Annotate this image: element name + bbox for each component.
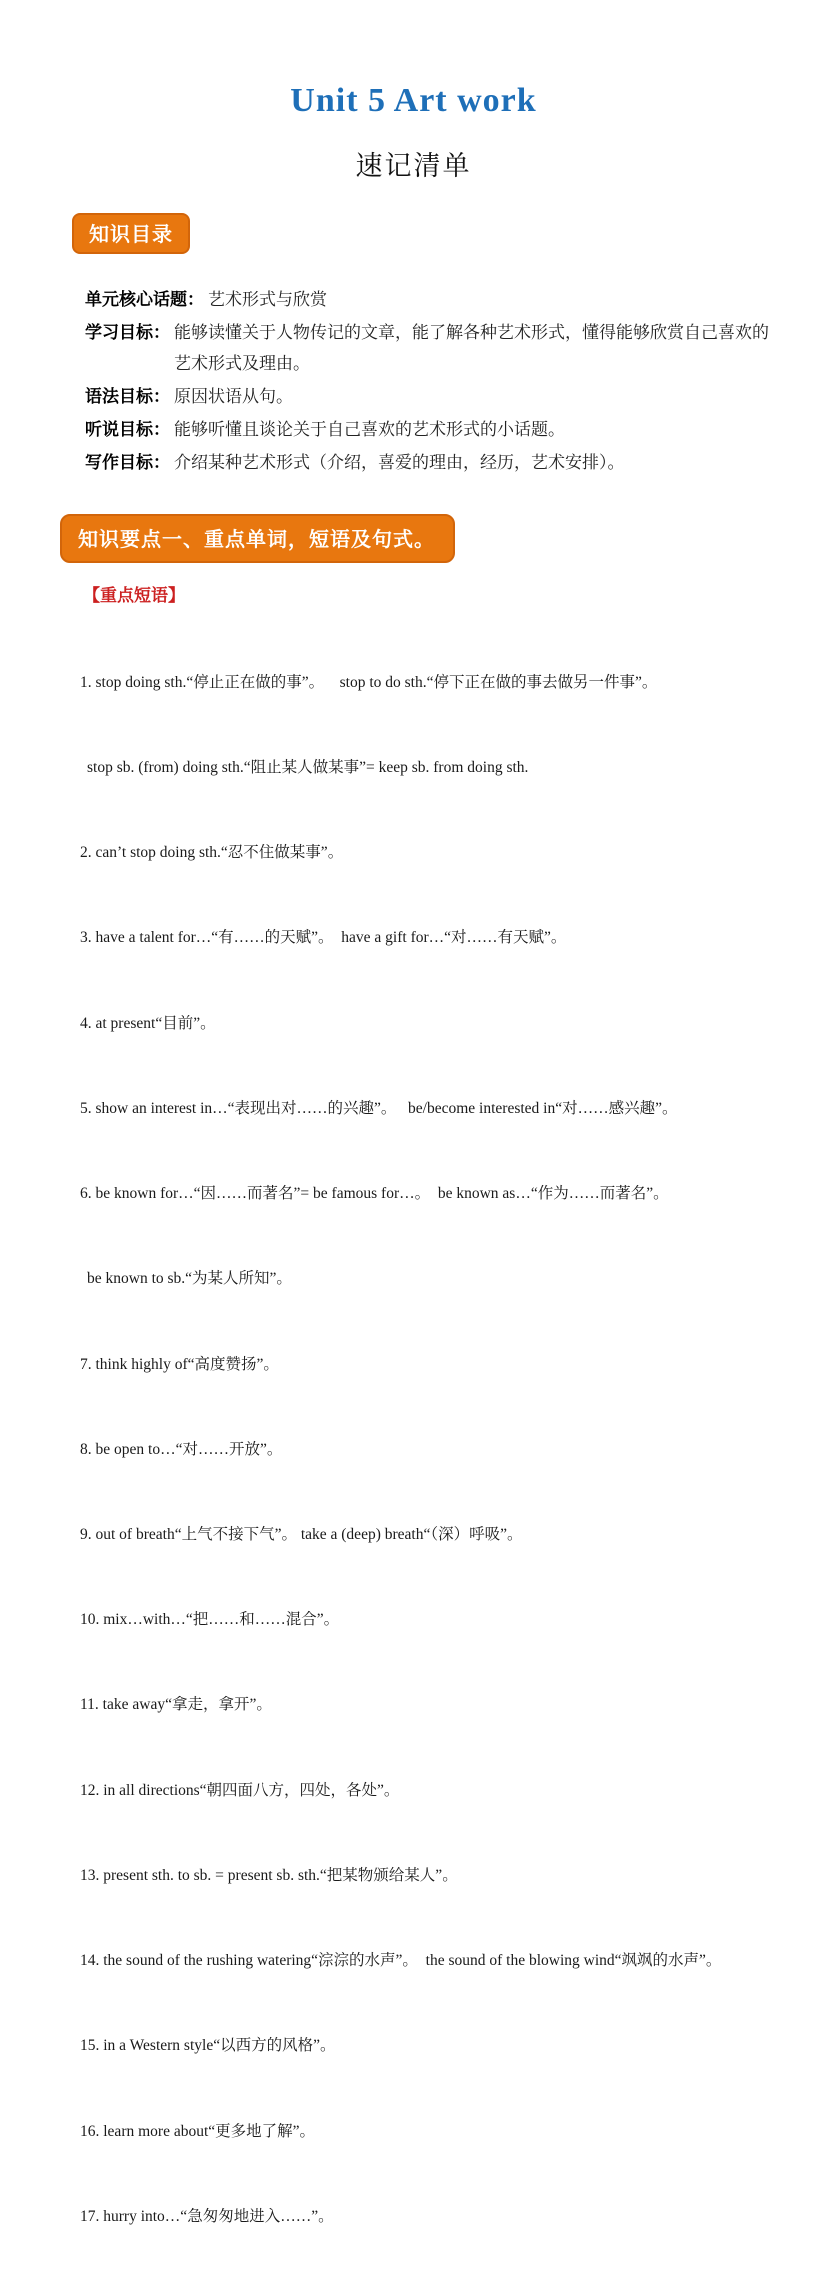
- goal-text: 原因状语从句。: [174, 387, 293, 406]
- page-subtitle: 速记清单: [355, 151, 472, 181]
- goal-row-learning: [85, 317, 769, 379]
- phrase-line: 2. can’t stop doing sth.“忍不住做某事”。: [80, 844, 344, 862]
- phrase-line: 14. the sound of the rushing watering“淙淙的水声”。 the sound of the blowing wind“飒飒的水声”。: [80, 1952, 722, 1970]
- phrase-line: stop sb. (from) doing sth.“阻止某人做某事”= keep sb. from doing sth.: [87, 759, 529, 777]
- phrase-line: 17. hurry into…“急匆匆地进入……”。: [80, 2207, 334, 2225]
- goal-row-core-topic: [85, 284, 769, 315]
- goal-text: 能够听懂且谈论关于自己喜欢的艺术形式的小话题。: [174, 420, 565, 439]
- goal-text: 能够读懂关于人物传记的文章，能了解各种艺术形式，懂得能够欣赏自己喜欢的艺术形式及理由。: [174, 323, 769, 373]
- phrase-line: 12. in all directions“朝四面八方，四处，各处”。: [80, 1781, 400, 1799]
- goal-label: 写作目标：: [85, 453, 170, 472]
- goal-label: 学习目标：: [85, 323, 170, 342]
- key-phrases-list: [80, 612, 791, 2288]
- phrase-line: 10. mix…with…“把……和……混合”。: [80, 1611, 340, 1629]
- goal-label: 语法目标：: [85, 387, 170, 406]
- phrase-line: 6. be known for…“因……而著名”= be famous for…。 be known as…“作为……而著名”。: [80, 1185, 669, 1203]
- goal-text: 介绍某种艺术形式（介绍，喜爱的理由，经历，艺术安排）。: [174, 453, 625, 472]
- goal-row-writing: [85, 447, 769, 478]
- unit-goals-section: [85, 284, 769, 478]
- phrase-line: 7. think highly of“高度赞扬”。: [80, 1355, 279, 1373]
- phrase-line: 3. have a talent for…“有……的天赋”。 have a gift for…“对……有天赋”。: [80, 929, 567, 947]
- phrase-line: 1. stop doing sth.“停止正在做的事”。 stop to do sth.“停下正在做的事去做另一件事”。: [80, 673, 658, 691]
- section-one-banner: 知识要点一、重点单词，短语及句式。: [60, 514, 455, 563]
- knowledge-catalog-badge: 知识目录: [72, 213, 190, 254]
- goal-label: 听说目标：: [85, 420, 170, 439]
- phrase-line: be known to sb.“为某人所知”。: [87, 1270, 292, 1288]
- phrase-line: 11. take away“拿走，拿开”。: [80, 1696, 272, 1714]
- phrase-line: 16. learn more about“更多地了解”。: [80, 2122, 316, 2140]
- phrase-line: 15. in a Western style“以西方的风格”。: [80, 2037, 336, 2055]
- phrase-line: 9. out of breath“上气不接下气”。 take a (deep) breath“（深）呼吸”。: [80, 1526, 523, 1543]
- goal-row-grammar: [85, 381, 769, 412]
- goal-label: 单元核心话题：: [85, 290, 204, 309]
- key-phrases-heading: 【重点短语】: [83, 586, 185, 605]
- phrase-line: 5. show an interest in…“表现出对……的兴趣”。 be/become interested in“对……感兴趣”。: [80, 1099, 678, 1117]
- phrase-line: 4. at present“目前”。: [80, 1014, 216, 1032]
- page-title: Unit 5 Art work: [290, 82, 537, 119]
- phrase-line: 8. be open to…“对……开放”。: [80, 1440, 283, 1458]
- goal-row-listening-speaking: [85, 414, 769, 445]
- goal-text: 艺术形式与欣赏: [208, 290, 327, 309]
- phrase-line: 13. present sth. to sb. = present sb. sth.“把某物颁给某人”。: [80, 1866, 458, 1884]
